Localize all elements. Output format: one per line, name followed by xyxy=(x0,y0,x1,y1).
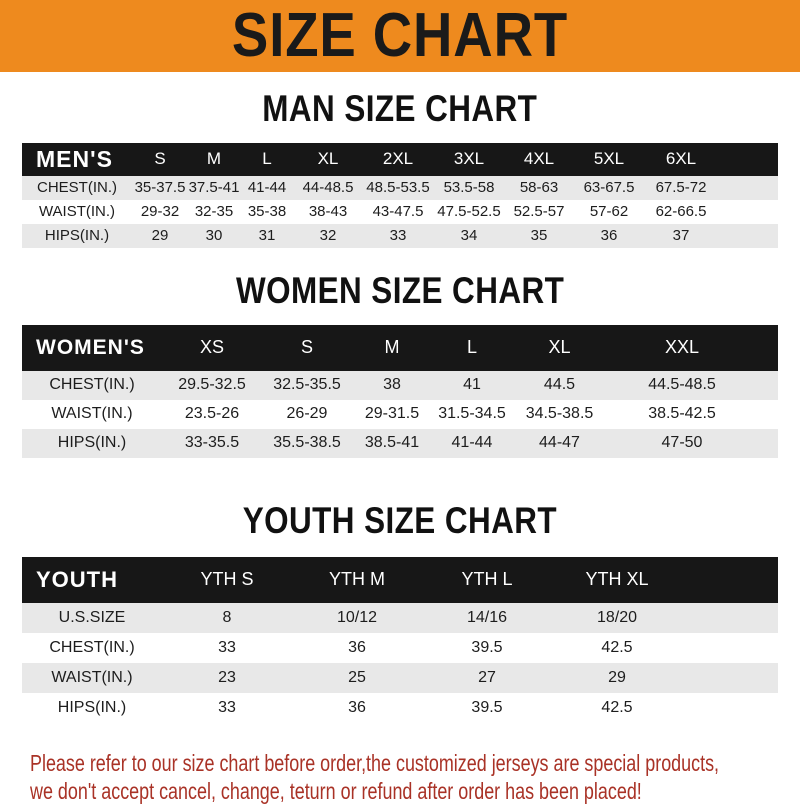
table-cell: 38.5-41 xyxy=(364,434,420,452)
column-header-l: L xyxy=(466,337,477,358)
section-heading-text: YOUTH SIZE CHART xyxy=(242,499,558,541)
table-header-label: YOUTH xyxy=(36,566,118,592)
table-cell: 36 xyxy=(348,698,366,716)
table-cell: 33 xyxy=(218,638,236,656)
table-cell: 23 xyxy=(218,668,236,686)
table-cell: 42.5 xyxy=(601,638,633,656)
table-cell: 23.5-26 xyxy=(184,405,240,423)
table-cell: 30 xyxy=(205,227,223,245)
row-label: WAIST(IN.) xyxy=(51,668,133,686)
table-cell: 33-35.5 xyxy=(184,434,240,452)
table-row-hips-in xyxy=(22,429,778,458)
table-cell: 44.5-48.5 xyxy=(648,376,716,394)
row-spacer xyxy=(718,224,778,248)
table-cell: 42.5 xyxy=(601,698,633,716)
table-cell: 29-31.5 xyxy=(364,405,420,423)
row-label: WAIST(IN.) xyxy=(51,405,133,423)
table-cell: 47-50 xyxy=(661,434,703,452)
table-cell: 33 xyxy=(218,698,236,716)
row-label: HIPS(IN.) xyxy=(44,227,110,245)
table-cell: 57-62 xyxy=(589,203,629,221)
column-header-s: S xyxy=(154,149,166,169)
table-cell: 35 xyxy=(530,227,548,245)
table-cell: 29 xyxy=(151,227,169,245)
table-cell: 53.5-58 xyxy=(443,179,495,197)
row-label: HIPS(IN.) xyxy=(57,698,127,716)
table-cell: 32.5-35.5 xyxy=(273,376,341,394)
column-header-yth-m: YTH M xyxy=(329,569,385,590)
table-cell: 32 xyxy=(319,227,337,245)
table-cell: 67.5-72 xyxy=(655,179,707,197)
table-row-hips-in xyxy=(22,224,778,248)
column-header-m: M xyxy=(384,337,400,358)
table-row-waist-in xyxy=(22,400,778,429)
row-label: CHEST(IN.) xyxy=(49,376,135,394)
table-cell: 33 xyxy=(389,227,407,245)
table-cell: 8 xyxy=(222,608,232,626)
section-women-size-chart xyxy=(0,269,800,458)
column-header-yth-xl: YTH XL xyxy=(585,569,649,590)
section-heading-text: MAN SIZE CHART xyxy=(262,88,538,129)
column-header-yth-s: YTH S xyxy=(200,569,254,590)
column-header-yth-l: YTH L xyxy=(461,569,513,590)
row-spacer xyxy=(682,663,778,693)
table-cell: 36 xyxy=(600,227,618,245)
column-header-xl: XL xyxy=(548,337,571,358)
table-cell: 58-63 xyxy=(519,179,559,197)
table-cell: 25 xyxy=(348,668,366,686)
table-cell: 18/20 xyxy=(596,608,638,626)
column-header-3xl: 3XL xyxy=(453,149,485,169)
table-cell: 31.5-34.5 xyxy=(438,405,506,423)
table-cell: 34 xyxy=(460,227,478,245)
table-cell: 38.5-42.5 xyxy=(648,405,716,423)
row-spacer xyxy=(682,603,778,633)
table-header-label: WOMEN'S xyxy=(36,335,145,359)
table-header-row xyxy=(22,557,778,603)
footer-line-1: Please refer to our size chart before order,the customized jerseys are special products, xyxy=(30,749,720,776)
row-spacer xyxy=(682,693,778,723)
table-cell: 36 xyxy=(348,638,366,656)
table-women-s xyxy=(22,325,778,458)
table-cell: 39.5 xyxy=(471,638,503,656)
table-cell: 41-44 xyxy=(247,179,287,197)
table-cell: 43-47.5 xyxy=(372,203,424,221)
section-youth-size-chart xyxy=(0,499,800,723)
banner xyxy=(0,0,800,72)
table-cell: 14/16 xyxy=(466,608,508,626)
table-cell: 29-32 xyxy=(140,203,180,221)
row-label: HIPS(IN.) xyxy=(57,434,127,452)
row-spacer xyxy=(757,429,778,458)
row-spacer xyxy=(757,400,778,429)
table-header-row xyxy=(22,143,778,176)
header-spacer xyxy=(718,143,778,176)
table-cell: 37.5-41 xyxy=(188,179,240,197)
column-header-5xl: 5XL xyxy=(593,149,625,169)
table-cell: 48.5-53.5 xyxy=(366,179,430,197)
table-men-s xyxy=(22,143,778,248)
row-spacer xyxy=(718,176,778,200)
table-cell: 41-44 xyxy=(451,434,493,452)
row-label: U.S.SIZE xyxy=(58,608,126,626)
row-spacer xyxy=(718,200,778,224)
column-header-6xl: 6XL xyxy=(665,149,697,169)
sections-container xyxy=(0,90,800,723)
row-label: CHEST(IN.) xyxy=(37,179,117,197)
table-row-waist-in xyxy=(22,663,778,693)
table-row-chest-in xyxy=(22,371,778,400)
table-cell: 10/12 xyxy=(336,608,378,626)
table-header-row xyxy=(22,325,778,371)
section-heading-text: WOMEN SIZE CHART xyxy=(235,269,565,311)
table-cell: 44-47 xyxy=(539,434,580,452)
section-heading-women-size-chart xyxy=(0,269,800,311)
table-row-u-s-size xyxy=(22,603,778,633)
table-cell: 38 xyxy=(383,376,401,394)
table-header-label: MEN'S xyxy=(36,145,113,172)
column-header-xl: XL xyxy=(317,149,339,169)
table-cell: 41 xyxy=(463,376,481,394)
column-header-l: L xyxy=(262,149,272,169)
table-cell: 29.5-32.5 xyxy=(178,376,246,394)
section-man-size-chart xyxy=(0,90,800,248)
table-youth xyxy=(22,557,778,723)
table-cell: 27 xyxy=(478,668,496,686)
table-cell: 63-67.5 xyxy=(583,179,635,197)
table-cell: 52.5-57 xyxy=(513,203,565,221)
header-spacer xyxy=(682,557,778,603)
footer-note xyxy=(30,749,800,805)
table-cell: 26-29 xyxy=(286,405,328,423)
table-cell: 34.5-38.5 xyxy=(525,405,594,423)
table-cell: 44-48.5 xyxy=(302,179,354,197)
column-header-m: M xyxy=(206,149,222,169)
row-label: WAIST(IN.) xyxy=(38,203,116,221)
section-heading-youth-size-chart xyxy=(0,499,800,541)
header-spacer xyxy=(757,325,778,371)
table-row-chest-in xyxy=(22,176,778,200)
row-label: CHEST(IN.) xyxy=(49,638,135,656)
table-cell: 35-37.5 xyxy=(134,179,186,197)
table-cell: 47.5-52.5 xyxy=(437,203,501,221)
section-heading-man-size-chart xyxy=(0,90,800,129)
table-row-hips-in xyxy=(22,693,778,723)
table-cell: 39.5 xyxy=(471,698,503,716)
column-header-s: S xyxy=(300,337,313,358)
column-header-xxl: XXL xyxy=(664,337,700,358)
table-row-waist-in xyxy=(22,200,778,224)
table-cell: 62-66.5 xyxy=(655,203,707,221)
table-cell: 35-38 xyxy=(247,203,287,221)
row-spacer xyxy=(682,633,778,663)
footer-line-2: we don't accept cancel, change, teturn or refund after order has been placed! xyxy=(30,777,642,804)
column-header-xs: XS xyxy=(199,337,224,358)
table-row-chest-in xyxy=(22,633,778,663)
table-cell: 37 xyxy=(672,227,690,245)
table-cell: 29 xyxy=(608,668,626,686)
row-spacer xyxy=(757,371,778,400)
column-header-4xl: 4XL xyxy=(523,149,555,169)
table-cell: 44.5 xyxy=(543,376,576,394)
column-header-2xl: 2XL xyxy=(382,149,414,169)
table-cell: 32-35 xyxy=(194,203,234,221)
table-cell: 31 xyxy=(258,227,276,245)
banner-title: SIZE CHART xyxy=(231,1,569,70)
table-cell: 38-43 xyxy=(308,203,348,221)
table-cell: 35.5-38.5 xyxy=(273,434,341,452)
